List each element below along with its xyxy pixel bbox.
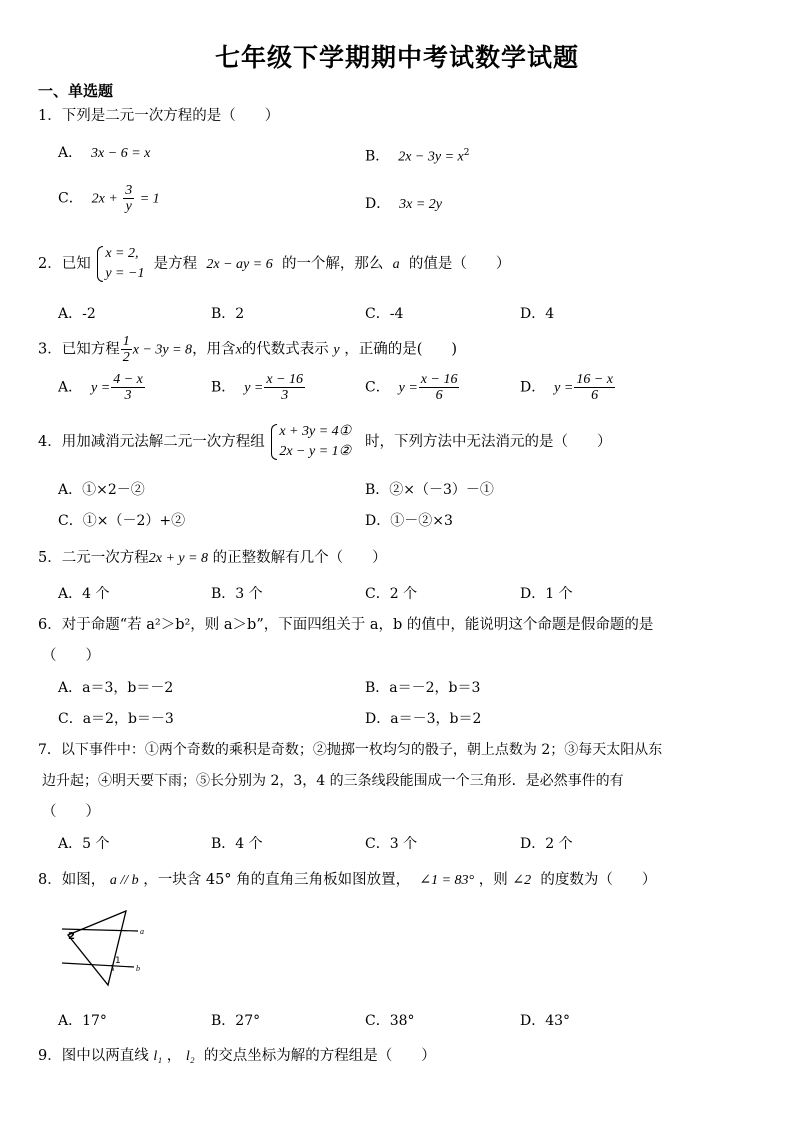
label-b: b: [136, 964, 140, 973]
q5-option-d: D．1 个: [520, 586, 573, 602]
line-b: [62, 963, 134, 967]
question-2-stem: 2．已知 x = 2, y = −1 是方程 2x − ay = 6 的一个解，那么 a 的值是（ ）: [38, 244, 510, 284]
q3-option-b: B． y = $\frac{x - 16}{3}$: [211, 372, 304, 403]
q1-option-c: C． 2x + $\frac{3}{y}$ = 1: [58, 183, 160, 214]
q6-option-b: B．a＝－2，b＝3: [365, 680, 481, 696]
q8-option-c: C．38°: [365, 1013, 415, 1029]
q4-option-b: B．②×（－3）－①: [365, 482, 494, 498]
q2-option-b: B．2: [211, 306, 245, 322]
question-6-stem: 6．对于命题“若 a²＞b²，则 a＞b”，下面四组关于 a，b 的值中，能说明这个命题是假命题的是: [38, 617, 654, 633]
question-3-stem: 3．已知方程 $\frac{1}{2}$ x − 3y = 8，用含x的代数式表示 y ，正确的是( ): [38, 334, 458, 365]
q8-triangle-figure: [58, 905, 148, 987]
q6-option-c: C．a＝2，b＝－3: [58, 711, 174, 727]
question-1-stem: 1．下列是二元一次方程的是（ ）: [38, 108, 280, 124]
q8-option-a: A．17°: [58, 1013, 107, 1029]
q3-option-d: D． y = $\frac{16 - x}{6}$: [520, 372, 613, 403]
q6-option-a: A．a＝3，b＝－2: [58, 680, 174, 696]
q2-option-d: D．4: [520, 306, 555, 322]
q3-option-c: C． y = $\frac{x - 16}{6}$: [365, 372, 458, 403]
question-7-answer-blank: （ ）: [42, 804, 100, 820]
q4-option-a: A．①×2－②: [58, 482, 145, 498]
q7-option-c: C．3 个: [365, 836, 418, 852]
q7-option-a: A．5 个: [58, 836, 110, 852]
q8-option-b: B．27°: [211, 1013, 261, 1029]
q1-option-a: A． 3x − 6 = x: [58, 145, 151, 161]
question-8-stem: 8．如图， a // b ，一块含 45° 角的直角三角板如图放置， ∠1 = 83° ，则 ∠2 的度数为（ ）: [38, 872, 657, 888]
question-9-stem: 9．图中以两直线 l₁ ， l₂ 的交点坐标为解的方程组是（ ）: [38, 1048, 436, 1064]
q6-option-d: D．a＝－3，b＝2: [365, 711, 482, 727]
question-6-answer-blank: （ ）: [42, 648, 100, 664]
q1-option-b: B． $2x - 3y = x^2$: [365, 148, 470, 165]
q7-option-b: B．4 个: [211, 836, 263, 852]
question-7-stem-line2: 边升起；④明天要下雨；⑤长分别为 2，3，4 的三条线段能围成一个三角形．是必然事件的有: [42, 773, 624, 789]
q2-option-a: A．-2: [58, 306, 96, 322]
page-title: 七年级下学期期中考试数学试题: [214, 43, 579, 72]
q2-equation-system: x = 2, y = −1: [95, 244, 144, 284]
q1-option-d: D． 3x = 2y: [365, 196, 443, 212]
question-7-stem-line1: 7．以下事件中：①两个奇数的乘积是奇数；②抛掷一枚均匀的骰子，朝上点数为 2；③每天太阳从东: [38, 742, 663, 758]
q4-equation-system: x + 3y = 4① 2x − y = 1②: [269, 422, 351, 462]
question-5-stem: 5．二元一次方程2x + y = 8 的正整数解有几个（ ）: [38, 550, 387, 566]
q7-option-d: D．2 个: [520, 836, 573, 852]
q4-option-d: D．①－②×3: [365, 513, 453, 529]
label-angle-2: 2: [68, 931, 75, 942]
question-4-stem: 4．用加减消元法解二元一次方程组 x + 3y = 4① 2x − y = 1② 时，下列方法中无法消元的是（ ）: [38, 422, 612, 462]
q2-option-c: C．-4: [365, 306, 404, 322]
label-angle-1: 1: [115, 956, 121, 966]
q8-option-d: D．43°: [520, 1013, 571, 1029]
q5-option-c: C．2 个: [365, 586, 418, 602]
label-a: a: [140, 927, 144, 936]
q4-option-c: C．①×（－2）+②: [58, 513, 186, 529]
section-heading: 一、单选题: [38, 82, 114, 100]
q5-option-b: B．3 个: [211, 586, 263, 602]
q3-option-a: A． y = $\frac{4 - x}{3}$: [58, 372, 143, 403]
set-square-triangle: [68, 911, 126, 985]
q5-option-a: A．4 个: [58, 586, 110, 602]
